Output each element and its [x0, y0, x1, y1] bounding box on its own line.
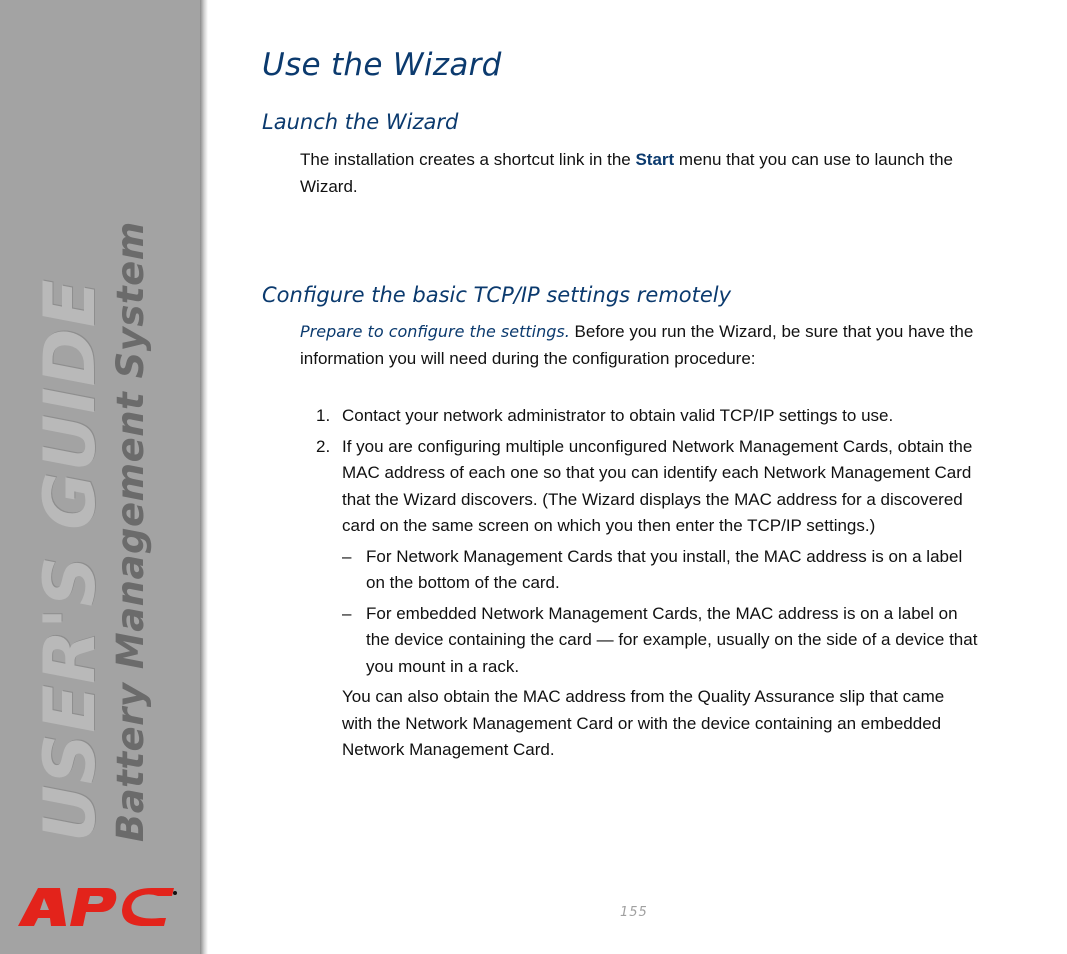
- list-item: [300, 434, 980, 764]
- run-in-heading: Prepare to configure the settings.: [300, 322, 570, 341]
- apc-logo: [18, 884, 178, 932]
- dash-bullet: –: [342, 546, 352, 566]
- sub-item-text: For embedded Network Management Cards, the MAC address is on a label on the device containing the card — for example, usually on the side of a device that you mount in a rack.: [366, 603, 978, 676]
- step-note: You can also obtain the MAC address from the Quality Assurance slip that came with the Network Management Card or with the device containing an embedded Network Management Card.: [342, 687, 945, 759]
- step-number: 1.: [316, 406, 331, 425]
- dash-bullet: –: [342, 603, 352, 623]
- step-text: If you are configuring multiple unconfigured Network Management Cards, obtain the MAC address of each one so that you can identify each Network Management Card that the Wizard discovers. (The Wizard displays the MAC address for a discovered card on the same screen on which you then enter the TCP/IP settings.): [342, 436, 973, 535]
- sub-list-item: [342, 544, 980, 597]
- launch-text-after: menu that you can use to launch the Wizard.: [300, 150, 953, 196]
- step-text: Contact your network administrator to obtain valid TCP/IP settings to use.: [342, 406, 894, 425]
- sub-item-text: For Network Management Cards that you install, the MAC address is on a label on the bottom of the card.: [366, 546, 963, 592]
- sub-list-item: [342, 601, 980, 681]
- configure-heading: Configure the basic TCP/IP settings remotely: [262, 283, 732, 307]
- launch-heading: Launch the Wizard: [262, 110, 459, 134]
- steps-list: [300, 403, 980, 768]
- sidebar-edge-shadow: [200, 0, 208, 954]
- guide-subtitle: Battery Management System: [109, 221, 152, 842]
- page-title: Use the Wizard: [262, 47, 502, 83]
- launch-text-before: The installation creates a shortcut link in the: [300, 150, 636, 169]
- step-number: 2.: [316, 436, 331, 456]
- page-number: 155: [620, 905, 648, 920]
- configure-intro-paragraph: [300, 319, 980, 372]
- start-menu-term: Start: [635, 150, 675, 169]
- launch-paragraph: [300, 147, 980, 200]
- configure-intro-text: Before you run the Wizard, be sure that you have the information you will need during the configuration procedure:: [300, 322, 974, 368]
- list-item: [300, 403, 980, 430]
- guide-title: USER'S GUIDE: [29, 278, 111, 842]
